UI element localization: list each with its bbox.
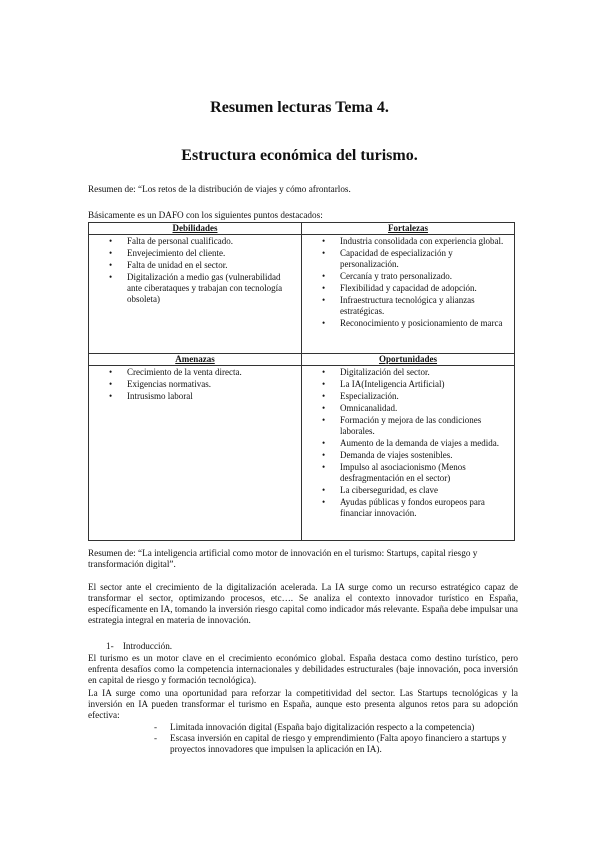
summary-1: Resumen de: “Los retos de la distribución de viajes y cómo afrontarlos. xyxy=(88,184,351,194)
list-item: • Envejecimiento del cliente. xyxy=(127,248,295,259)
list-item: • Demanda de viajes sostenibles. xyxy=(340,450,508,461)
paragraph-sector: El sector ante el crecimiento de la digitalización acelerada. La IA surge como un recurso estratégico capaz de transformar el sector, optimizando procesos, etc…. Se analiza el contexto innovador turístico en España, específicamente en IA, tomando la inversión riesgo capital como indicador más relevante. España debe impulsar una estrategia integral en materia de innovación. xyxy=(88,582,518,625)
retos-list xyxy=(0,722,515,755)
paragraph-turismo: El turismo es un motor clave en el crecimiento económico global. España destaca como destino turístico, pero enfrenta desafíos como la competencia internacionales y debilidades estructurales (baje innovación, poca inversión en capital de riesgo y formación tecnológica). xyxy=(88,653,518,685)
list-item: • Cercanía y trato personalizado. xyxy=(340,271,508,282)
list-item: • Flexibilidad y capacidad de adopción. xyxy=(340,283,508,294)
header-amenazas: Amenazas xyxy=(89,354,302,366)
cell-debilidades xyxy=(89,235,302,354)
list-item: • Reconocimiento y posicionamiento de marca xyxy=(340,318,508,329)
dafo-table xyxy=(88,222,515,541)
summary-2: Resumen de: “La inteligencia artificial como motor de innovación en el turismo: Startups, capital riesgo y transformación digital”. xyxy=(88,548,478,569)
list-item: - Limitada innovación digital (España bajo digitalización respecto a la competencia) xyxy=(170,722,515,733)
list-item: • La IA(Inteligencia Artificial) xyxy=(340,379,508,390)
list-item: • Infraestructura tecnológica y alianzas estratégicas. xyxy=(340,295,508,317)
document-subtitle: Estructura económica del turismo. xyxy=(181,147,418,164)
list-item: • Falta de personal cualificado. xyxy=(127,236,295,247)
header-oportunidades: Oportunidades xyxy=(302,354,515,366)
list-item: • La ciberseguridad, es clave xyxy=(340,485,508,496)
list-item: • Crecimiento de la venta directa. xyxy=(127,367,295,378)
retos-list-wrapper xyxy=(0,722,515,755)
list-item: • Industria consolidada con experiencia global. xyxy=(340,236,508,247)
header-debilidades: Debilidades xyxy=(89,223,302,235)
list-item: • Digitalización a medio gas (vulnerabilidad ante ciberataques y trabajan con tecnología obsoleta) xyxy=(127,272,295,305)
list-item: • Falta de unidad en el sector. xyxy=(127,260,295,271)
list-item: • Ayudas públicas y fondos europeos para financiar innovación. xyxy=(340,497,508,519)
header-fortalezas: Fortalezas xyxy=(302,223,515,235)
list-item: • Intrusismo laboral xyxy=(127,391,295,402)
list-item: • Aumento de la demanda de viajes a medida. xyxy=(340,438,508,449)
cell-oportunidades xyxy=(302,366,515,541)
list-item: • Exigencias normativas. xyxy=(127,379,295,390)
cell-fortalezas xyxy=(302,235,515,354)
dafo-intro: Básicamente es un DAFO con los siguientes puntos destacados: xyxy=(88,210,323,220)
section-heading-intro: 1- Introducción. xyxy=(106,641,173,651)
list-item: • Impulso al asociacionismo (Menos desfragmentación en el sector) xyxy=(340,462,508,484)
list-item: • Digitalización del sector. xyxy=(340,367,508,378)
document-title: Resumen lecturas Tema 4. xyxy=(210,99,389,116)
list-item: • Capacidad de especialización y personalización. xyxy=(340,248,508,270)
cell-amenazas xyxy=(89,366,302,541)
list-item: • Formación y mejora de las condiciones laborales. xyxy=(340,415,508,437)
list-item: • Omnicanalidad. xyxy=(340,403,508,414)
list-item: - Escasa inversión en capital de riesgo y emprendimiento (Falta apoyo financiero a startups y proyectos innovadores que impulsen la aplicación en IA). xyxy=(170,733,515,755)
paragraph-ia: La IA surge como una oportunidad para reforzar la competitividad del sector. Las Startups tecnológicas y la inversión en IA pueden transformar el turismo en España, aunque esto presenta algunos retos para su adopción efectiva: xyxy=(88,688,518,720)
list-item: • Especialización. xyxy=(340,391,508,402)
